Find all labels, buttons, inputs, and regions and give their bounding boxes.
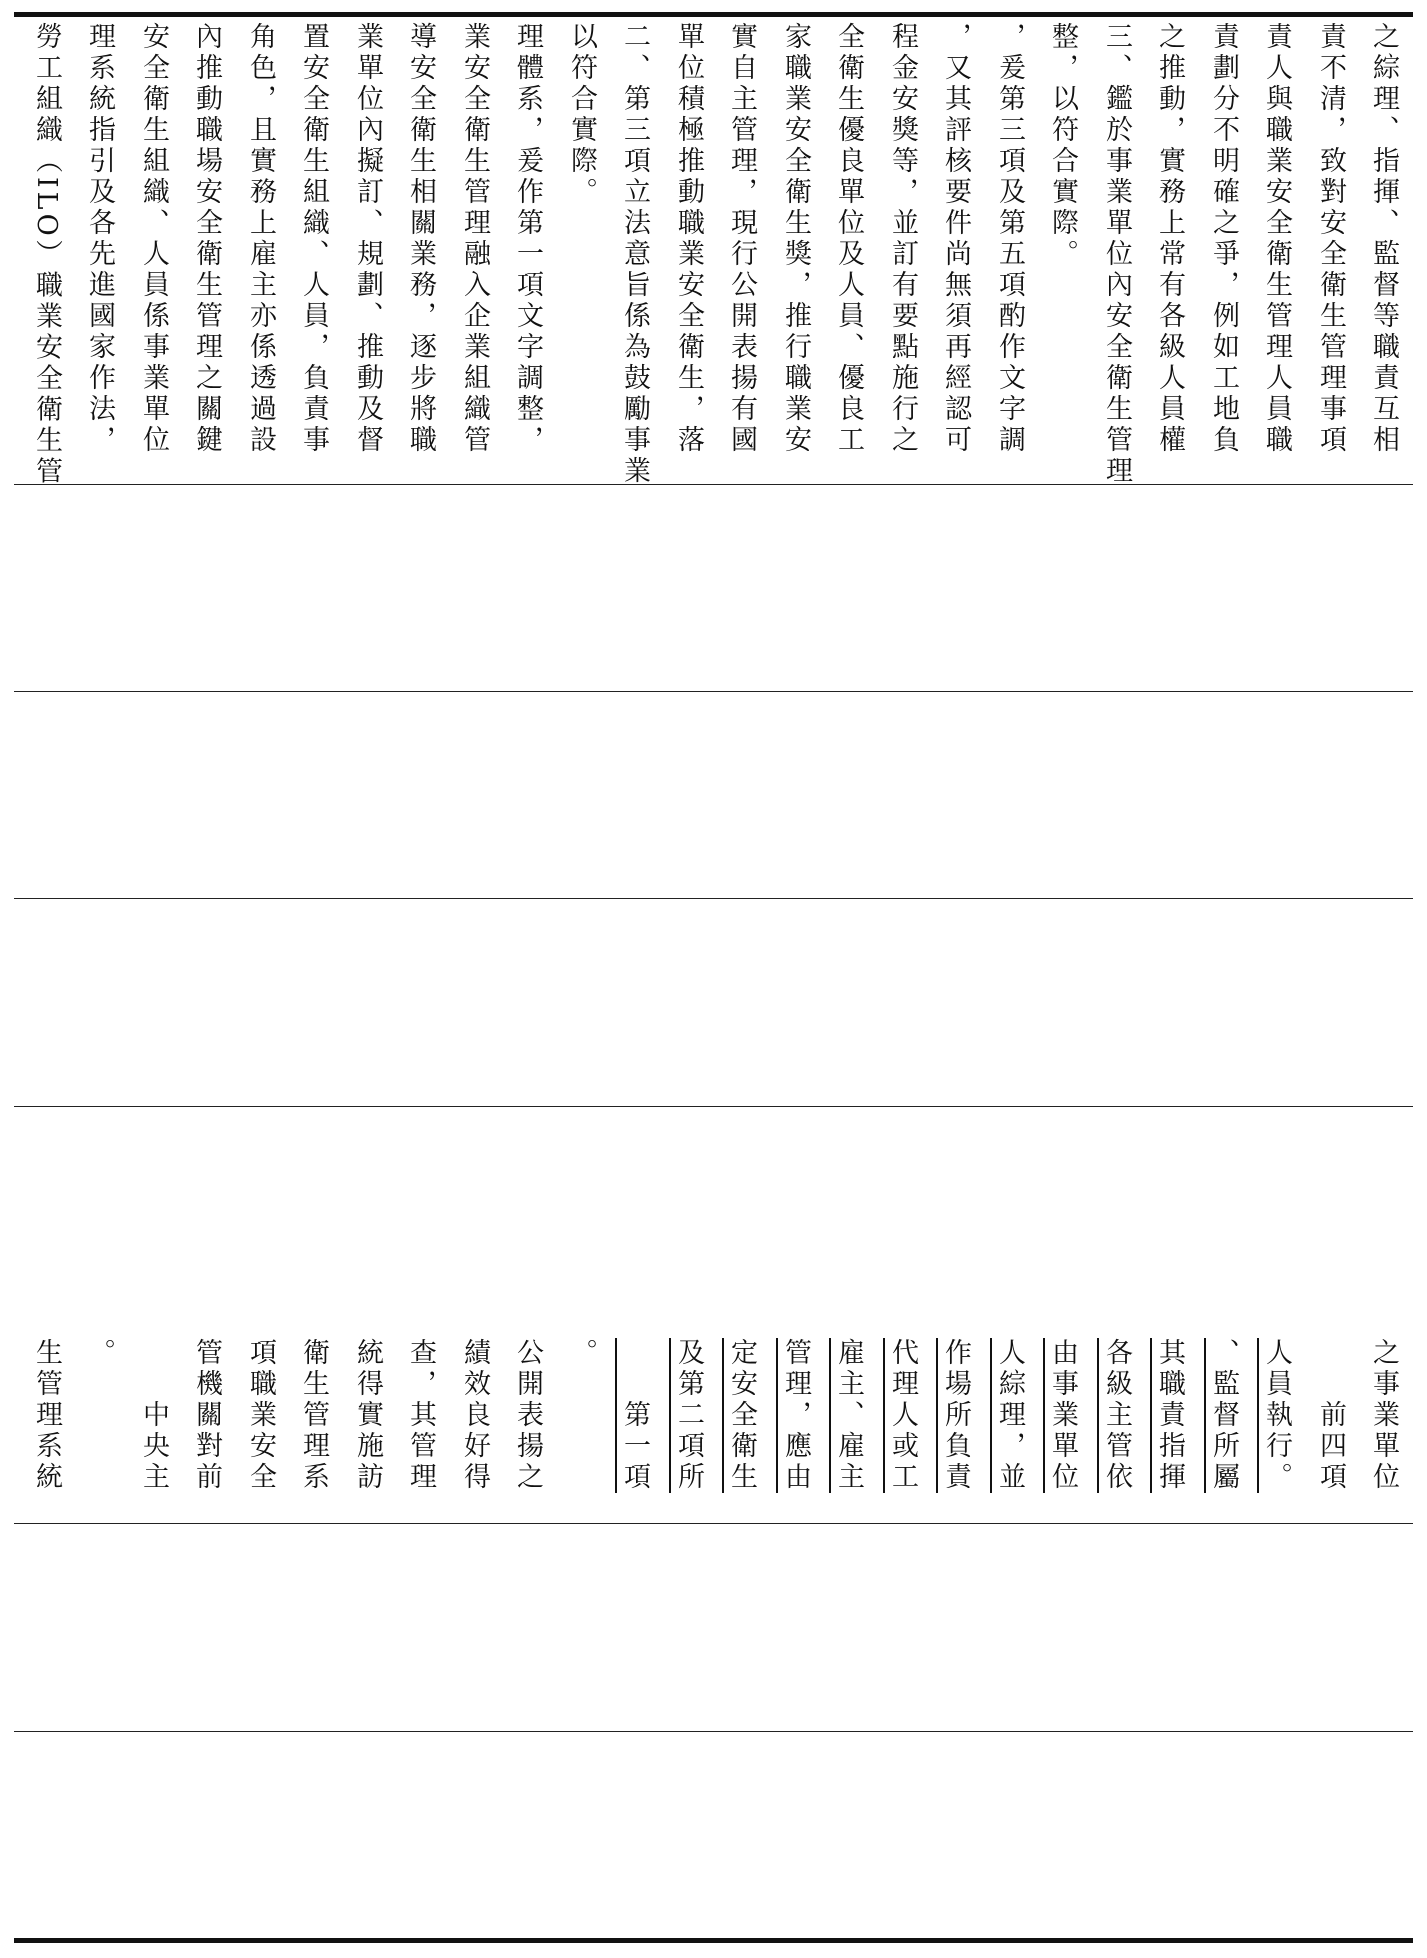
provision-line: 查，其管理 [405, 1338, 436, 1493]
bottom-border-rule [14, 1938, 1413, 1943]
row-divider-3 [14, 898, 1413, 899]
explanation-line: ，爰第三項及第五項酌作文字調 [994, 22, 1025, 456]
provision-line: 項職業安全 [245, 1338, 276, 1493]
provision-line-amended: 由事業單位 [1047, 1338, 1078, 1493]
provision-line: 中央主 [138, 1338, 169, 1493]
provision-line: 。 [566, 1338, 597, 1369]
explanation-cell [30, 22, 1410, 488]
row-divider-2 [14, 691, 1413, 692]
row-divider-4 [14, 1106, 1413, 1107]
explanation-line: 單位積極推動職業安全衛生，落 [673, 22, 704, 456]
provision-line: 之事業單位 [1368, 1338, 1399, 1493]
explanation-line: 責劃分不明確之爭，例如工地負 [1208, 22, 1239, 456]
explanation-line: ，又其評核要件尚無須再經認可 [940, 22, 971, 456]
explanation-line: 整，以符合實際。 [1047, 22, 1078, 270]
provision-line: 績效良好得 [459, 1338, 490, 1493]
provision-line-amended: 第一項 [619, 1338, 650, 1493]
provision-line-amended: 人綜理，並 [994, 1338, 1025, 1493]
provision-line-amended: 代理人或工 [887, 1338, 918, 1493]
explanation-line: 三、鑑於事業單位內安全衛生管理 [1101, 22, 1132, 487]
provision-line: 生管理系統 [31, 1338, 62, 1493]
explanation-line: 之推動，實務上常有各級人員權 [1154, 22, 1185, 456]
provision-line-amended: 、監督所屬 [1208, 1338, 1239, 1493]
provision-line-amended: 及第二項所 [673, 1338, 704, 1493]
top-border-rule [14, 12, 1413, 17]
explanation-line: 置安全衛生組織、人員，負責事 [298, 22, 329, 456]
explanation-line: 理系統指引及各先進國家作法， [84, 22, 115, 456]
provision-line-amended: 定安全衛生 [726, 1338, 757, 1493]
explanation-line: 全衛生優良單位及人員、優良工 [833, 22, 864, 456]
explanation-line: 之綜理、指揮、監督等職責互相 [1368, 22, 1399, 456]
explanation-line: 責不清，致對安全衛生管理事項 [1315, 22, 1346, 456]
explanation-line: 角色，且實務上雇主亦係透過設 [245, 22, 276, 456]
provision-line-amended: 其職責指揮 [1154, 1338, 1185, 1493]
provision-line-amended: 作場所負責 [940, 1338, 971, 1493]
explanation-line: 以符合實際。 [566, 22, 597, 208]
explanation-line: 二、第三項立法意旨係為鼓勵事業 [619, 22, 650, 487]
explanation-line: 業安全衛生管理融入企業組織管 [459, 22, 490, 456]
provision-text-cell [30, 1338, 1410, 1538]
explanation-line: 責人與職業安全衛生管理人員職 [1261, 22, 1292, 456]
row-divider-6 [14, 1731, 1413, 1732]
provision-line: 公開表揚之 [512, 1338, 543, 1493]
explanation-line: 業單位內擬訂、規劃、推動及督 [352, 22, 383, 456]
row-divider-1 [14, 484, 1413, 485]
provision-line: 前四項 [1315, 1338, 1346, 1493]
provision-line: 衛生管理系 [298, 1338, 329, 1493]
explanation-line: 導安全衛生相關業務，逐步將職 [405, 22, 436, 456]
provision-line: 統得實施訪 [352, 1338, 383, 1493]
explanation-line: 理體系，爰作第一項文字調整， [512, 22, 543, 456]
provision-line: 。 [84, 1338, 115, 1369]
explanation-line: 安全衛生組織、人員係事業單位 [138, 22, 169, 456]
provision-line-amended: 人員執行。 [1261, 1338, 1292, 1493]
explanation-line: 勞工組織（ILO）職業安全衛生管 [31, 22, 62, 488]
provision-line-amended: 管理，應由 [780, 1338, 811, 1493]
explanation-line: 實自主管理，現行公開表揚有國 [726, 22, 757, 456]
explanation-line: 內推動職場安全衛生管理之關鍵 [191, 22, 222, 456]
explanation-line: 程金安獎等，並訂有要點施行之 [887, 22, 918, 456]
provision-line-amended: 雇主、雇主 [833, 1338, 864, 1493]
provision-line: 管機關對前 [191, 1338, 222, 1493]
explanation-line: 家職業安全衛生獎，推行職業安 [780, 22, 811, 456]
provision-line-amended: 各級主管依 [1101, 1338, 1132, 1493]
